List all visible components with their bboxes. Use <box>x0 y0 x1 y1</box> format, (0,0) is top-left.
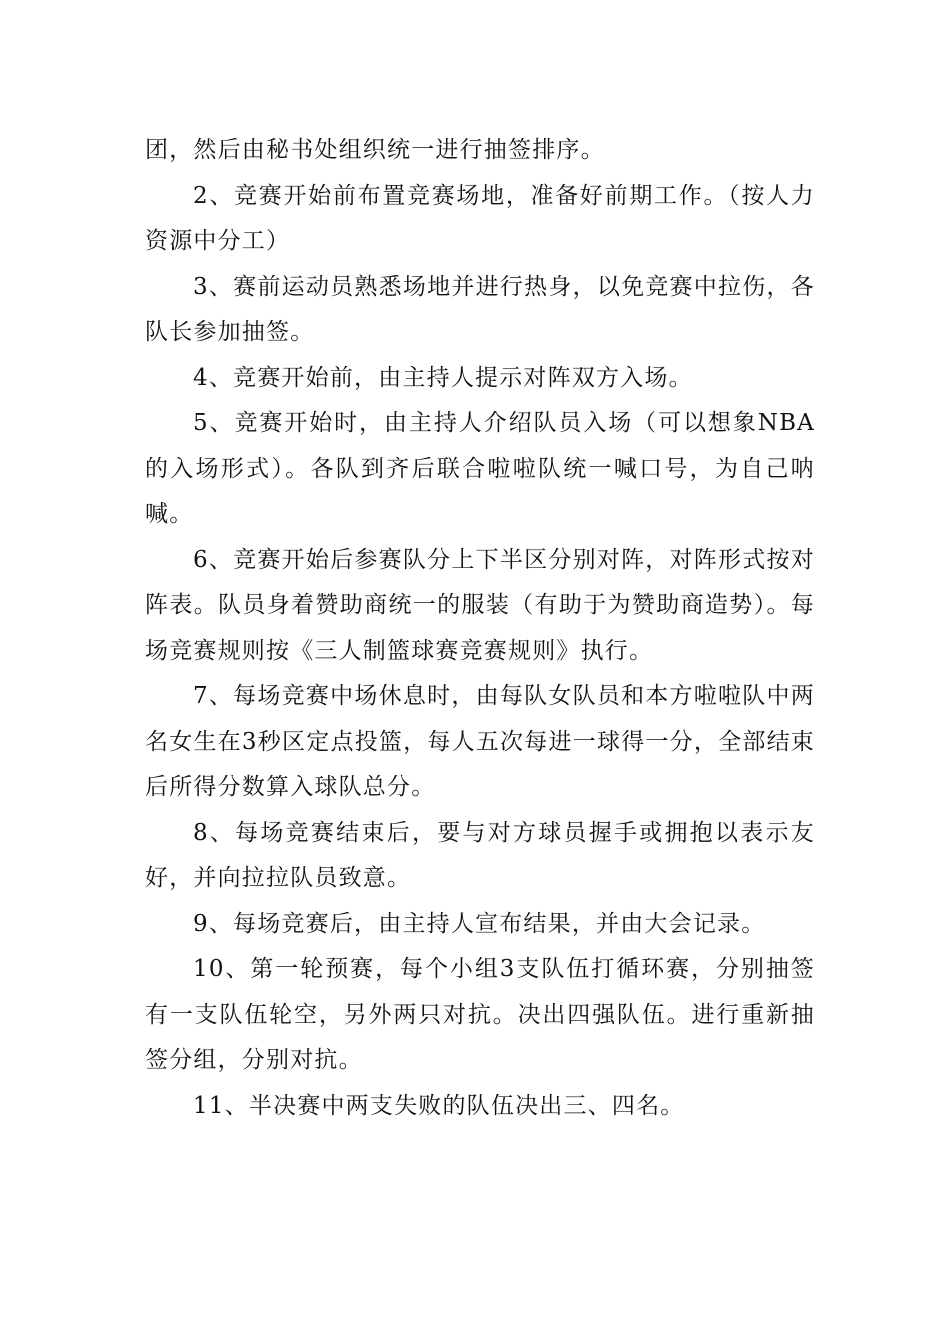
paragraph-item-3: 3、赛前运动员熟悉场地并进行热身，以免竞赛中拉伤，各队长参加抽签。 <box>145 273 815 345</box>
paragraph-item-7: 7、每场竞赛中场休息时，由每队女队员和本方啦啦队中两名女生在3秒区定点投篮，每人五次每进一球得一分，全部结束后所得分数算入球队总分。 <box>145 683 815 800</box>
paragraph-item-2: 2、竞赛开始前布置竞赛场地，准备好前期工作。（按人力资源中分工） <box>145 182 815 254</box>
paragraph-item-6: 6、竞赛开始后参赛队分上下半区分别对阵，对阵形式按对阵表。队员身着赞助商统一的服装（有助于为赞助商造势）。每场竞赛规则按《三人制篮球赛竞赛规则》执行。 <box>145 546 815 664</box>
paragraph-item-4: 4、竞赛开始前，由主持人提示对阵双方入场。 <box>193 364 693 391</box>
paragraph-item-10: 10、第一轮预赛，每个小组3支队伍打循环赛，分别抽签有一支队伍轮空，另外两只对抗。决出四强队伍。进行重新抽签分组，分别对抗。 <box>145 956 815 1073</box>
paragraph-item-8: 8、每场竞赛结束后，要与对方球员握手或拥抱以表示友好，并向拉拉队员致意。 <box>145 819 815 891</box>
paragraph-item-5: 5、竞赛开始时，由主持人介绍队员入场（可以想象NBA的入场形式）。各队到齐后联合啦啦队统一喊口号，为自己呐喊。 <box>145 410 815 527</box>
paragraph-item-9: 9、每场竞赛后，由主持人宣布结果，并由大会记录。 <box>193 910 766 937</box>
paragraph-continuation: 团，然后由秘书处组织统一进行抽签排序。 <box>145 137 605 163</box>
paragraph-item-11: 11、半决赛中两支失败的队伍决出三、四名。 <box>193 1092 685 1119</box>
document-body <box>145 128 815 1129</box>
